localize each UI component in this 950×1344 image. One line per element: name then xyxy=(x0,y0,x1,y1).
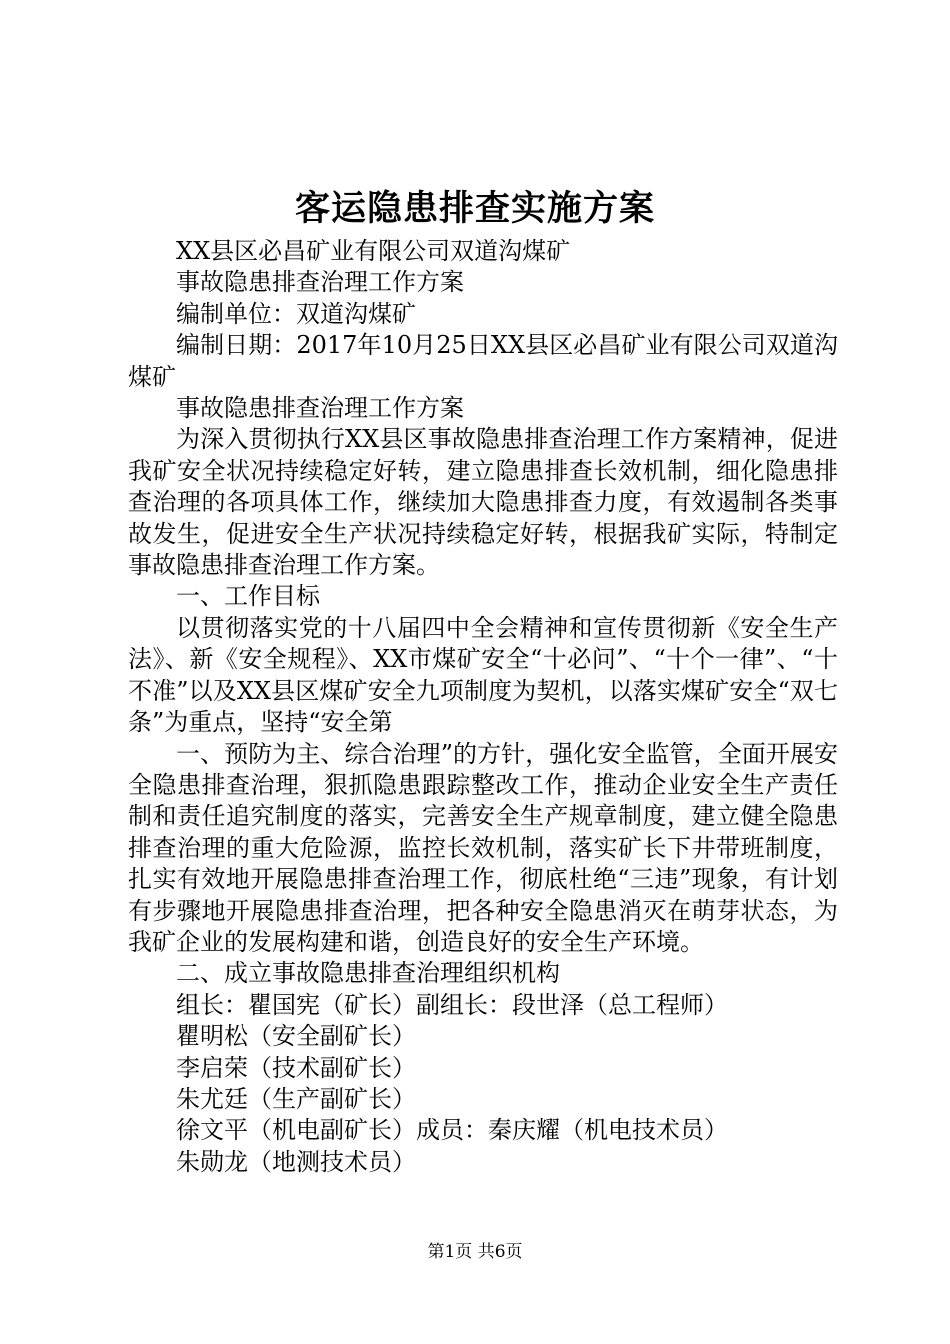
paragraph-introduction: 为深入贯彻执行XX县区事故隐患排查治理工作方案精神，促进我矿安全状况持续稳定好转，建立隐患排查长效机制，细化隐患排查治理的各项具体工作，继续加大隐患排查力度，有效遏制各类事故发生，促进安全生产状况持续稳定好转，根据我矿实际，特制定事故隐患排查治理工作方案。 xyxy=(128,425,838,580)
paragraph-plan-name: 事故隐患排查治理工作方案 xyxy=(176,268,464,297)
page-number-footer: 第1页 共6页 xyxy=(427,1242,523,1262)
paragraph-leader: 组长：瞿国宪（矿长）副组长：段世泽（总工程师） xyxy=(176,990,728,1019)
paragraph-member-safety: 瞿明松（安全副矿长） xyxy=(176,1022,416,1051)
paragraph-work-goals: 以贯彻落实党的十八届四中全会精神和宣传贯彻新《安全生产法》、新《安全规程》、XX市煤矿安全“十必问”、“十个一律”、“十不准”以及XX县区煤矿安全九项制度为契机，以落实煤矿安全“双七条”为重点，坚持“安全第 xyxy=(128,613,838,737)
paragraph-policy: 一、预防为主、综合治理”的方针，强化安全监管，全面开展安全隐患排查治理，狠抓隐患跟踪整改工作，推动企业安全生产责任制和责任追究制度的落实，完善安全生产规章制度，建立健全隐患排查治理的重大危险源，监控长效机制，落实矿长下井带班制度，扎实有效地开展隐患排查治理工作，彻底杜绝“三违”现象，有计划有步骤地开展隐患排查治理，把各种安全隐患消灭在萌芽状态，为我矿企业的发展构建和谐，创造良好的安全生产环境。 xyxy=(128,739,838,956)
section-heading-organization: 二、成立事故隐患排查治理组织机构 xyxy=(176,959,560,988)
paragraph-company-name: XX县区必昌矿业有限公司双道沟煤矿 xyxy=(176,237,571,265)
paragraph-compiling-date: 编制日期：2017年10月25日XX县区必昌矿业有限公司双道沟煤矿 xyxy=(128,331,838,391)
paragraph-member-technical: 李启荣（技术副矿长） xyxy=(176,1053,416,1082)
paragraph-plan-name-repeat: 事故隐患排查治理工作方案 xyxy=(176,394,464,423)
paragraph-member-electromechanical: 徐文平（机电副矿长）成员：秦庆耀（机电技术员） xyxy=(176,1116,728,1145)
paragraph-member-surveying: 朱勋龙（地测技术员） xyxy=(176,1147,416,1176)
document-title: 客运隐患排查实施方案 xyxy=(294,188,655,229)
section-heading-work-goals: 一、工作目标 xyxy=(176,582,320,611)
document-body xyxy=(128,236,838,1178)
paragraph-member-production: 朱尤廷（生产副矿长） xyxy=(176,1084,416,1113)
paragraph-compiling-unit: 编制单位：双道沟煤矿 xyxy=(176,299,416,328)
